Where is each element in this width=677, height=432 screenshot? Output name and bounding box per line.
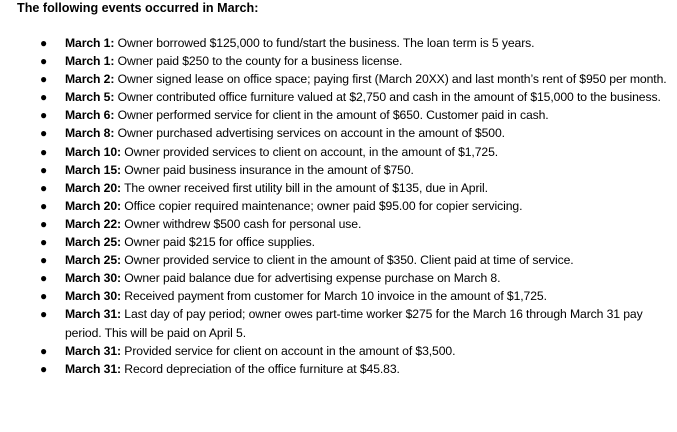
list-item: [0, 52, 677, 70]
list-item: [0, 106, 677, 124]
bullet-icon: ●: [40, 180, 48, 195]
event-date: March 31:: [65, 343, 121, 358]
list-item: [0, 215, 677, 233]
bullet-icon: ●: [40, 72, 48, 87]
event-text: The owner received first utility bill in the amount of $135, due in April.: [121, 180, 488, 195]
page-heading: The following events occurred in March:: [17, 1, 259, 15]
bullet-icon: ●: [40, 144, 48, 159]
event-list: [0, 34, 677, 378]
event-text: Owner paid $215 for office supplies.: [121, 235, 315, 250]
bullet-icon: ●: [40, 289, 48, 304]
event-text: Owner signed lease on office space; paying first (March 20XX) and last month’s rent of $950 per month.: [114, 72, 667, 87]
event-date: March 30:: [65, 271, 121, 286]
list-item: [0, 251, 677, 269]
bullet-icon: ●: [40, 36, 48, 50]
event-text: Owner contributed office furniture valued at $2,750 and cash in the amount of $15,000 to the business.: [114, 90, 661, 105]
bullet-icon: ●: [40, 90, 48, 105]
list-item: [0, 287, 677, 305]
event-text: Owner borrowed $125,000 to fund/start the business. The loan term is 5 years.: [114, 36, 535, 50]
event-date: March 25:: [65, 235, 121, 250]
event-text: Owner purchased advertising services on account in the amount of $500.: [114, 126, 505, 141]
event-text: Provided service for client on account in the amount of $3,500.: [121, 343, 456, 358]
event-date: March 15:: [65, 162, 121, 177]
list-item: [0, 88, 677, 106]
list-item: [0, 269, 677, 287]
event-date: March 5:: [65, 90, 115, 105]
event-date: March 31:: [65, 307, 121, 322]
bullet-icon: ●: [40, 361, 48, 376]
event-text: Owner provided service to client in the amount of $350. Client paid at time of service.: [121, 253, 574, 268]
list-item: [0, 342, 677, 360]
list-item: [0, 161, 677, 179]
event-text: Received payment from customer for March 10 invoice in the amount of $1,725.: [121, 289, 547, 304]
event-date: March 20:: [65, 198, 121, 213]
bullet-icon: ●: [40, 253, 48, 268]
bullet-icon: ●: [40, 108, 48, 123]
event-date: March 25:: [65, 253, 121, 268]
list-item: [0, 70, 677, 88]
list-item: [0, 124, 677, 142]
bullet-icon: ●: [40, 162, 48, 177]
bullet-icon: ●: [40, 216, 48, 231]
event-date: March 31:: [65, 361, 121, 376]
list-item: [0, 34, 677, 52]
list-item: [0, 179, 677, 197]
bullet-icon: ●: [40, 198, 48, 213]
list-item: [0, 233, 677, 251]
event-text: Owner paid business insurance in the amount of $750.: [121, 162, 414, 177]
bullet-icon: ●: [40, 343, 48, 358]
bullet-icon: ●: [40, 126, 48, 141]
event-text: Owner paid $250 to the county for a business license.: [114, 54, 403, 69]
event-date: March 30:: [65, 289, 121, 304]
event-date: March 6:: [65, 108, 115, 123]
list-item: [0, 197, 677, 215]
event-text: Last day of pay period; owner owes part-time worker $275 for the March 16 through March 31 pay period. This will be paid on April 5.: [65, 307, 643, 340]
bullet-icon: ●: [40, 271, 48, 286]
event-text: Record depreciation of the office furniture at $45.83.: [121, 361, 400, 376]
event-date: March 20:: [65, 180, 121, 195]
event-date: March 2:: [65, 72, 115, 87]
event-text: Owner provided services to client on account, in the amount of $1,725.: [121, 144, 499, 159]
event-text: Office copier required maintenance; owner paid $95.00 for copier servicing.: [121, 198, 523, 213]
bullet-icon: ●: [40, 54, 48, 69]
event-date: March 10:: [65, 144, 121, 159]
event-text: Owner paid balance due for advertising expense purchase on March 8.: [121, 271, 501, 286]
event-text: Owner performed service for client in the amount of $650. Customer paid in cash.: [114, 108, 549, 123]
bullet-icon: ●: [40, 307, 48, 322]
event-date: March 1:: [65, 36, 115, 50]
event-text: Owner withdrew $500 cash for personal use.: [121, 216, 362, 231]
list-item: [0, 360, 677, 378]
list-item: [0, 305, 677, 341]
event-date: March 8:: [65, 126, 115, 141]
event-date: March 1:: [65, 54, 115, 69]
event-date: March 22:: [65, 216, 121, 231]
bullet-icon: ●: [40, 235, 48, 250]
list-item: [0, 143, 677, 161]
